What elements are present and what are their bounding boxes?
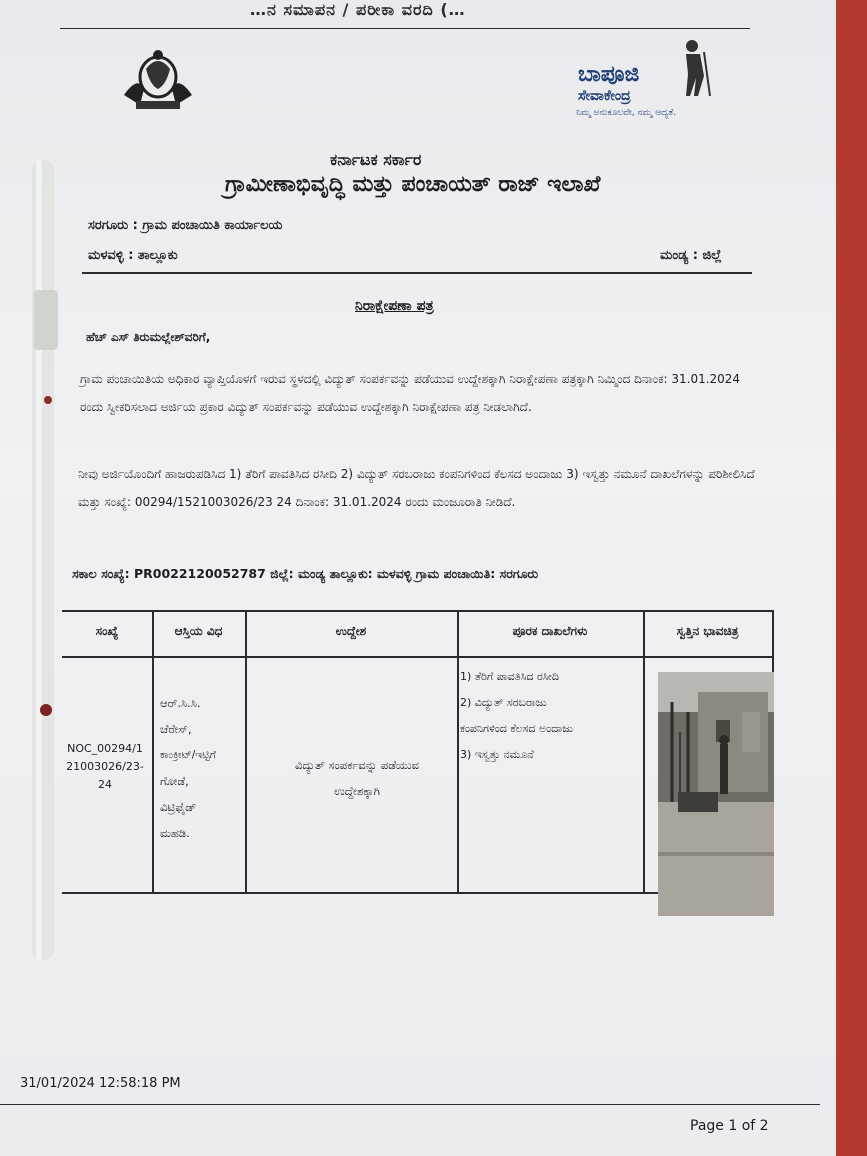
top-border [60,28,750,29]
table-cell-purpose [258,752,456,804]
karnataka-emblem-icon [118,45,198,115]
document-line: 3) ಇಸ್ವತ್ತು ನಮೂನೆ [460,748,534,761]
table-cell-documents [460,664,642,768]
table-col-divider [457,610,459,892]
number-line: NOC_00294/1 [67,742,143,755]
logo-name: ಬಾಪೂಜಿ [578,62,640,87]
document-line: 2) ವಿದ್ಯುತ್ ಸರಬರಾಜು [460,696,547,709]
property-line: ಚೆರೇಸ್, [160,722,192,736]
print-timestamp: 31/01/2024 12:58:18 PM [20,1076,181,1091]
property-line: ವಿಟ್ರಿಫೈಡ್ [160,800,197,814]
top-strip-text: …ನ ಸಮಾಪನ / ಪರೀಕಾ ವರದಿ (… [250,0,466,19]
number-line: 24 [98,778,112,791]
property-line: ಕಾಂಕ್ರೀಟ್/ಇಟ್ಟಿಗೆ [160,749,216,761]
body-paragraph-2: ನೀವು ಅರ್ಜಿಯೊಂದಿಗೆ ಹಾಜರುಪಡಿಸಿದ 1) ತೆರಿಗೆ ಪಾವತಿಸಿದ ರಸೀದಿ 2) ವಿದ್ಯುತ್ ಸರಬರಾಜು ಕಂಪನಿಗಳಿಂದ ಕೆಲಸದ ಅಂದಾಜು 3) ಇಸ್ವತ್ತು ನಮೂನೆ ದಾಖಲೆಗಳನ್ನು ಪರಿಶೀಲಿಸಿದೆ ಮತ್ತು ಸಂಖ್ಯೆ: 00294/1521003026/23 24 ದಿನಾಂಕ: 31.01.2024 ರಂದು ಮಂಜೂರಾತಿ ನೀಡಿದೆ. [78,467,755,509]
table-col-divider [643,610,645,892]
table-header-number: ಸಂಖ್ಯೆ [95,624,119,638]
department-heading: ಗ್ರಾಮೀಣಾಭಿವೃದ್ಧಿ ಮತ್ತು ಪಂಚಾಯತ್ ರಾಜ್ ಇಲಾಖೆ [225,172,601,197]
property-photo [658,672,774,916]
logo-subtitle: ಸೇವಾಕೇಂದ್ರ [578,88,631,104]
footer-divider [0,1104,820,1105]
gandhi-silhouette-icon [674,38,716,98]
purpose-line: ಉದ್ದೇಶಕ್ಕಾಗಿ [334,784,380,798]
property-line: ಆರ್.ಸಿ.ಸಿ. [160,696,201,710]
table-header-divider [62,656,774,658]
taluk-name: ಮಳವಳ್ಳಿ : ತಾಲ್ಲೂಕು [88,248,178,263]
table-header-property: ಆಸ್ತಿಯ ವಿಧ [174,624,223,638]
document-line: ಕಂಪನಿಗಳಿಂದ ಕೆಲಸದ ಅಂದಾಜು [460,722,574,735]
page-number: Page 1 of 2 [690,1118,769,1134]
document-line: 1) ತೆರಿಗೆ ಪಾವತಿಸಿದ ರಸೀದಿ [460,670,559,683]
office-name: ಸರಗೂರು : ಗ್ರಾಮ ಪಂಚಾಯಿತಿ ಕಾರ್ಯಾಲಯ [88,218,283,233]
number-line: 21003026/23- [66,760,144,773]
salutation: ಹೆಚ್ ಎಸ್ ತಿರುಮಲ್ಲೇಶ್‌ವರಿಗೆ, [86,330,211,344]
government-heading: ಕರ್ನಾಟಕ ಸರ್ಕಾರ [330,150,422,169]
body-paragraph-1: ಗ್ರಾಮ ಪಂಚಾಯಿತಿಯ ಅಧಿಕಾರ ವ್ಯಾಪ್ತಿಯೊಳಗೆ ಇರುವ ಸ್ಥಳದಲ್ಲಿ ವಿದ್ಯುತ್ ಸಂಪರ್ಕವನ್ನು ಪಡೆಯುವ ಉದ್ದೇಶಕ್ಕಾಗಿ ನಿರಾಕ್ಷೇಪಣಾ ಪತ್ರಕ್ಕಾಗಿ ನಿಮ್ಮಿಂದ ದಿನಾಂಕ: 31.01.2024 ರಂದು ಸ್ವೀಕರಿಸಲಾದ ಅರ್ಜಿಯ ಪ್ರಕಾರ ವಿದ್ಯುತ್ ಸಂಪರ್ಕವನ್ನು ಪಡೆಯುವ ಉದ್ದೇಶಕ್ಕಾಗಿ ನಿರಾಕ್ಷೇಪಣಾ ಪತ್ರ ನೀಡಲಾಗಿದೆ. [80,372,741,414]
file-binder-strip [22,160,66,960]
logo-tagline: ನಿಮ್ಮ ಅನುಕೂಲವೇ, ನಮ್ಮ ಆದ್ಯತೆ. [576,108,677,118]
property-line: ಗೋಡೆ, [160,774,189,788]
table-header-purpose: ಉದ್ದೇಶ [335,624,367,638]
property-line: ಮಹಡಿ. [160,826,190,840]
table-header-documents: ಪೂರಕ ದಾಖಲೆಗಳು [512,624,588,638]
header-divider [82,272,752,274]
district-name: ಮಂಡ್ಯ : ಜಿಲ್ಲೆ [660,248,722,263]
table-cell-property [160,690,248,846]
purpose-line: ವಿದ್ಯುತ್ ಸಂಪರ್ಕವನ್ನು ಪಡೆಯುವ [294,758,420,772]
reference-line: ಸಕಾಲ ಸಂಖ್ಯೆ: PR0022120052787 ಜಿಲ್ಲೆ: ಮಂಡ್ಯ ತಾಲ್ಲೂಕು: ಮಳವಳ್ಳಿ ಗ್ರಾಮ ಪಂಚಾಯಿತಿ: ಸರಗೂರು [72,566,539,581]
document-title: ನಿರಾಕ್ಷೇಪಣಾ ಪತ್ರ [355,298,434,314]
table-col-divider [152,610,154,892]
table-cell-number [58,740,152,794]
table-header-photo: ಸ್ವತ್ತಿನ ಭಾವಚಿತ್ರ [676,624,739,638]
